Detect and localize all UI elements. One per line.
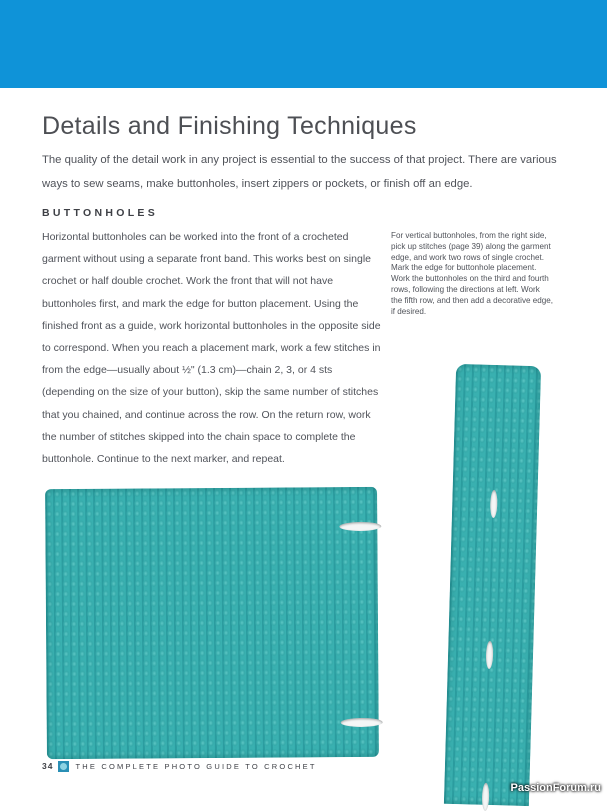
yarn-ball-icon	[58, 761, 69, 772]
page-number: 34	[42, 761, 54, 771]
book-title: THE COMPLETE PHOTO GUIDE TO CROCHET	[75, 761, 317, 771]
intro-paragraph: The quality of the detail work in any project is essential to the success of that project. There are various ways to sew seams, make buttonholes, insert zippers or pockets, or finish off an edge.	[42, 154, 557, 190]
page-title: Details and Finishing Techniques	[42, 112, 417, 140]
buttonhole-opening	[339, 522, 381, 531]
vertical-buttonhole-opening	[482, 783, 490, 811]
watermark: PassionForum.ru	[510, 782, 601, 794]
page-footer	[42, 759, 317, 773]
header-band	[0, 0, 607, 88]
vertical-buttonhole-opening	[490, 490, 498, 518]
buttonhole-opening	[341, 718, 383, 727]
vertical-buttonhole-opening	[486, 641, 494, 669]
horizontal-buttonhole-swatch-image	[45, 487, 379, 759]
vertical-buttonholes-note: For vertical buttonholes, from the right side, pick up stitches (page 39) along the garment edge, and work two rows of single crochet. Mark the edge for buttonhole placement. Work the buttonholes on the third and fourth rows, following the directions at left. Work the fifth row, and then add a decorative edge, if desired.	[391, 231, 553, 316]
section-heading-buttonholes: BUTTONHOLES	[42, 207, 159, 219]
buttonholes-body-text: Horizontal buttonholes can be worked into the front of a crocheted garment without using a separate front band. This works best on single crochet or half double crochet. Work the front that will not have buttonholes first, and mark the edge for button placement. Using the finished front as a guide, work horizontal buttonholes in the opposite side to correspond. When you reach a placement mark, work a few stitches in from the edge—usually about ½" (1.3 cm)—chain 2, 3, or 4 sts (depending on the size of your button), skip the same number of stitches that you chained, and continue across the row. On the return row, work the number of stitches skipped into the chain space to complete the buttonhole. Continue to the next marker, and repeat.	[42, 231, 381, 466]
vertical-buttonhole-strip-image	[444, 364, 541, 806]
